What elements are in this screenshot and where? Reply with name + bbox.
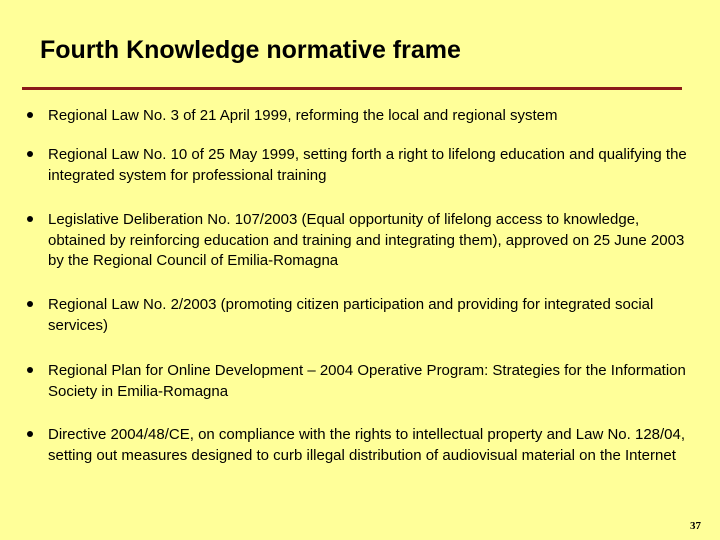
bullet-text: Legislative Deliberation No. 107/2003 (Equal opportunity of lifelong access to knowledge, obtained by reinforcing education and training and integrating them), approved on 25 June 2003 by the Regional Council of Emilia-Romagna [48,211,685,269]
slide-title: Fourth Knowledge normative frame [40,36,461,64]
bullet-text: Directive 2004/48/CE, on compliance with the rights to intellectual property and Law No. 128/04, setting out measures designed to curb illegal distribution of audiovisual material on the Internet [48,426,686,464]
title-divider [22,87,682,90]
bullet-icon [27,112,33,118]
bullet-text: Regional Plan for Online Development – 2004 Operative Program: Strategies for the Information Society in Emilia-Romagna [48,362,686,400]
bullet-text: Regional Law No. 3 of 21 April 1999, reforming the local and regional system [48,107,558,124]
bullet-icon [27,216,33,222]
bullet-icon [27,301,33,307]
bullet-icon [27,431,33,437]
bullet-text: Regional Law No. 10 of 25 May 1999, setting forth a right to lifelong education and qualifying the integrated system for professional training [48,146,687,184]
bullet-icon [27,367,33,373]
page-number: 37 [690,520,701,532]
bullet-text: Regional Law No. 2/2003 (promoting citizen participation and providing for integrated social services) [48,296,654,334]
bullet-icon [27,151,33,157]
